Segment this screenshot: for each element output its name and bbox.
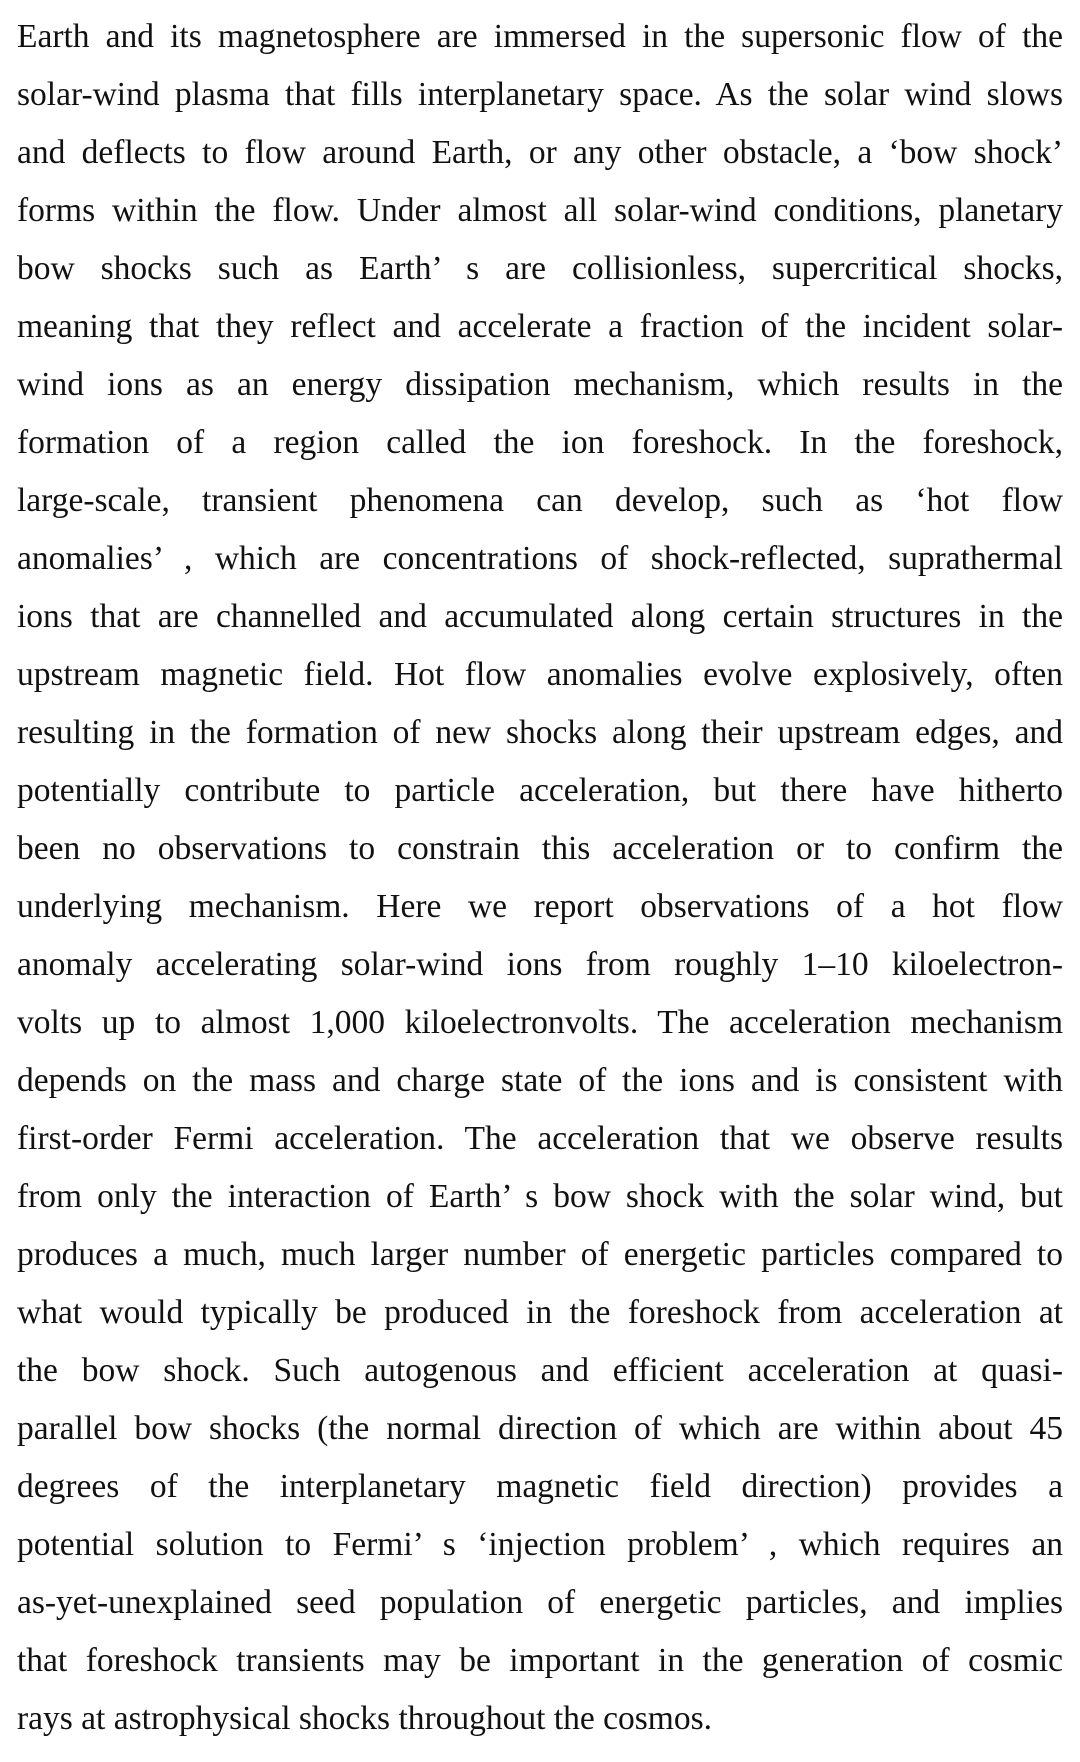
abstract-line: anomaly accelerating solar-wind ions from roughly 1–10 kiloelectron- [17,946,1063,983]
abstract-line: the bow shock. Such autogenous and efficient acceleration at quasi- [17,1352,1063,1389]
abstract-line: anomalies’ , which are concentrations of shock-reflected, suprathermal [17,540,1063,577]
abstract-line: formation of a region called the ion foreshock. In the foreshock, [17,424,1063,461]
abstract-line: been no observations to constrain this acceleration or to confirm the [17,830,1063,867]
abstract-line: potentially contribute to particle acceleration, but there have hitherto [17,772,1063,809]
abstract-paragraph [17,8,1063,1748]
abstract-line: meaning that they reflect and accelerate a fraction of the incident solar- [17,308,1063,345]
abstract-line: ions that are channelled and accumulated along certain structures in the [17,598,1063,635]
abstract-line: large-scale, transient phenomena can develop, such as ‘hot flow [17,482,1063,519]
abstract-line: degrees of the interplanetary magnetic field direction) provides a [17,1468,1063,1505]
abstract-line: depends on the mass and charge state of the ions and is consistent with [17,1062,1063,1099]
abstract-line: underlying mechanism. Here we report observations of a hot flow [17,888,1063,925]
abstract-line: bow shocks such as Earth’ s are collisionless, supercritical shocks, [17,250,1063,287]
abstract-line: as-yet-unexplained seed population of energetic particles, and implies [17,1584,1063,1621]
abstract-line: parallel bow shocks (the normal direction of which are within about 45 [17,1410,1063,1447]
abstract-line: Earth and its magnetosphere are immersed in the supersonic flow of the [17,18,1063,55]
abstract-line: potential solution to Fermi’ s ‘injection problem’ , which requires an [17,1526,1063,1563]
abstract-line: and deflects to flow around Earth, or any other obstacle, a ‘bow shock’ [17,134,1063,171]
abstract-line: resulting in the formation of new shocks along their upstream edges, and [17,714,1063,751]
abstract-line: rays at astrophysical shocks throughout the cosmos. [17,1700,713,1737]
abstract-line: solar-wind plasma that fills interplanetary space. As the solar wind slows [17,76,1063,113]
abstract-line: volts up to almost 1,000 kiloelectronvolts. The acceleration mechanism [17,1004,1063,1041]
document-page [17,8,1063,1754]
abstract-line: upstream magnetic field. Hot flow anomalies evolve explosively, often [17,656,1063,693]
abstract-line: produces a much, much larger number of energetic particles compared to [17,1236,1063,1273]
abstract-line: from only the interaction of Earth’ s bow shock with the solar wind, but [17,1178,1063,1215]
abstract-line: that foreshock transients may be important in the generation of cosmic [17,1642,1063,1679]
abstract-line: first-order Fermi acceleration. The acceleration that we observe results [17,1120,1063,1157]
abstract-line: what would typically be produced in the foreshock from acceleration at [17,1294,1063,1331]
abstract-line: forms within the flow. Under almost all solar-wind conditions, planetary [17,192,1063,229]
abstract-line: wind ions as an energy dissipation mechanism, which results in the [17,366,1063,403]
